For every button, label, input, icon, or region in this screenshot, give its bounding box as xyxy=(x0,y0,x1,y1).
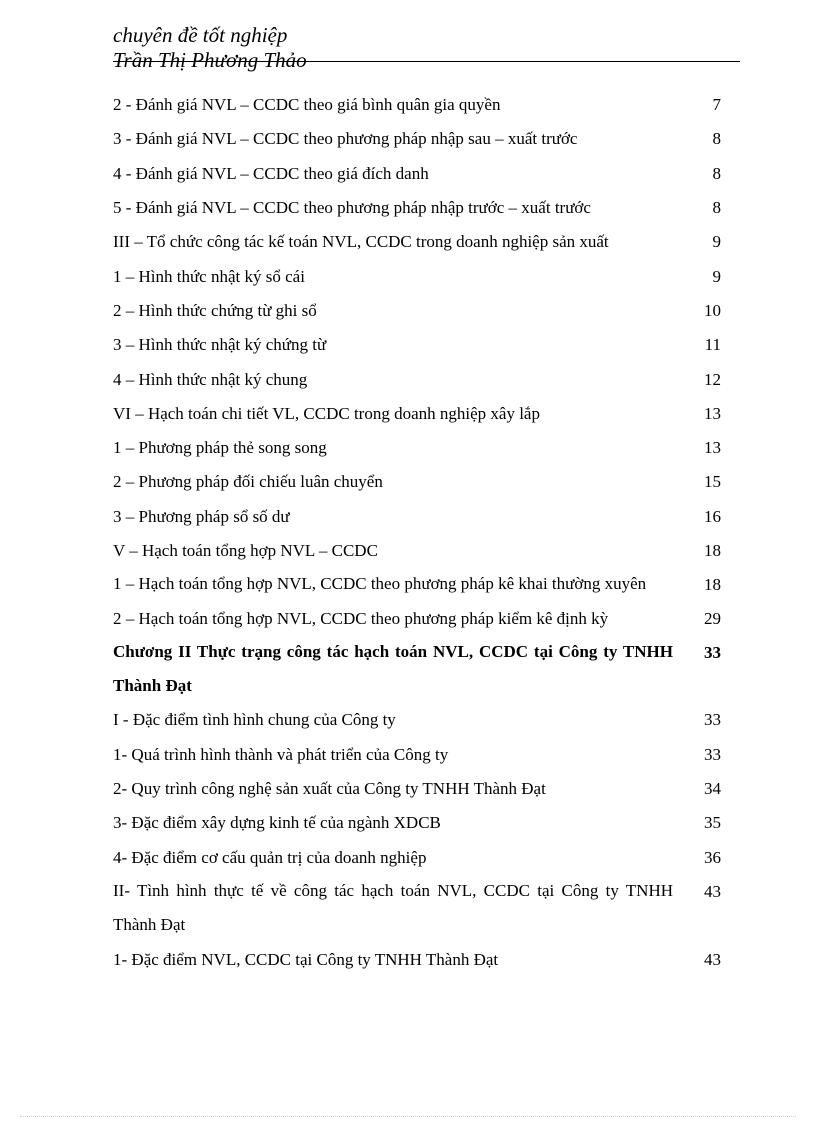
toc-entry-title: 3 - Đánh giá NVL – CCDC theo phương pháp nhập sau – xuất trước xyxy=(113,129,578,149)
toc-entry-title: 3 – Phương pháp sổ số dư xyxy=(113,506,290,526)
toc-entry-title: 1- Đặc điểm NVL, CCDC tại Công ty TNHH Thành Đạt xyxy=(113,949,499,969)
toc-entry-page: 13 xyxy=(704,403,721,423)
page-header xyxy=(113,22,740,72)
toc-entry-page: 43 xyxy=(704,949,721,969)
toc-entry xyxy=(113,568,723,601)
toc-entry-title: 4- Đặc điểm cơ cấu quản trị của doanh nghiệp xyxy=(113,847,427,867)
toc-entry-page: 8 xyxy=(712,129,721,149)
toc-entry xyxy=(113,225,723,259)
toc-entry xyxy=(113,294,723,328)
toc-entry-title: 4 – Hình thức nhật ký chung xyxy=(113,369,308,389)
toc-entry-title: 1 – Phương pháp thẻ song song xyxy=(113,438,327,458)
toc-entry-page: 7 xyxy=(712,95,721,115)
toc-entry xyxy=(113,841,723,875)
page-bottom-border xyxy=(20,1116,796,1117)
toc-entry-page: 35 xyxy=(704,813,721,833)
toc-entry xyxy=(113,601,723,635)
toc-entry-page: 36 xyxy=(704,847,721,867)
toc-entry-title: 1- Quá trình hình thành và phát triển của Công ty xyxy=(113,744,449,764)
toc-entry-title: 1 – Hình thức nhật ký sổ cái xyxy=(113,266,305,286)
toc-entry xyxy=(113,157,723,191)
toc-entry-page: 15 xyxy=(704,472,721,492)
toc-entry-page: 18 xyxy=(704,575,721,595)
toc-entry xyxy=(113,703,723,737)
toc-entry xyxy=(113,328,723,362)
toc-entry-page: 9 xyxy=(712,232,721,252)
toc-entry xyxy=(113,772,723,806)
toc-chapter-entry xyxy=(113,636,723,704)
header-divider xyxy=(113,61,740,62)
toc-entry xyxy=(113,362,723,396)
toc-entry-title: V – Hạch toán tổng hợp NVL – CCDC xyxy=(113,541,378,560)
toc-entry-page: 33 xyxy=(704,710,721,730)
toc-entry xyxy=(113,942,723,976)
toc-entry xyxy=(113,465,723,499)
toc-entry-title: 5 - Đánh giá NVL – CCDC theo phương pháp nhập trước – xuất trước xyxy=(113,198,591,218)
toc-entry-title: 1 – Hạch toán tổng hợp NVL, CCDC theo phương pháp kê khai thường xuyên xyxy=(113,574,647,594)
toc-entry-title: VI – Hạch toán chi tiết VL, CCDC trong doanh nghiệp xây lắp xyxy=(113,403,540,423)
toc-entry xyxy=(113,875,723,943)
toc-entry-page: 33 xyxy=(704,744,721,764)
toc-entry-page: 10 xyxy=(704,300,721,320)
toc-entry xyxy=(113,534,723,568)
toc-entry xyxy=(113,259,723,293)
toc-entry xyxy=(113,500,723,534)
toc-entry-title: 3- Đặc điểm xây dựng kinh tế của ngành XDCB xyxy=(113,813,441,833)
toc-entry xyxy=(113,88,723,122)
document-subtitle: chuyên đề tốt nghiệp xyxy=(113,23,288,47)
toc-entry-page: 8 xyxy=(712,198,721,218)
table-of-contents xyxy=(113,88,723,977)
toc-entry-title: 3 – Hình thức nhật ký chứng từ xyxy=(113,335,327,355)
toc-entry-page: 43 xyxy=(704,881,721,901)
toc-entry xyxy=(113,122,723,156)
toc-entry-title: 2 – Hình thức chứng từ ghi sổ xyxy=(113,300,317,320)
toc-entry-title: III – Tổ chức công tác kế toán NVL, CCDC trong doanh nghiệp sản xuất xyxy=(113,232,609,252)
toc-entry-page: 34 xyxy=(704,779,721,799)
toc-entry-title: 4 - Đánh giá NVL – CCDC theo giá đích danh xyxy=(113,163,429,183)
toc-entry xyxy=(113,806,723,840)
toc-entry-title: 2- Quy trình công nghệ sản xuất của Công ty TNHH Thành Đạt xyxy=(113,779,546,799)
toc-entry xyxy=(113,431,723,465)
toc-entry-page: 13 xyxy=(704,438,721,458)
toc-entry-page: 33 xyxy=(704,642,721,662)
toc-entry-page: 16 xyxy=(704,506,721,526)
toc-entry xyxy=(113,738,723,772)
toc-entry-title: 2 – Hạch toán tổng hợp NVL, CCDC theo phương pháp kiểm kê định kỳ xyxy=(113,608,609,628)
toc-entry-title: Chương II Thực trạng công tác hạch toán NVL, CCDC tại Công ty TNHH Thành Đạt xyxy=(113,641,673,696)
toc-entry-page: 11 xyxy=(704,335,721,355)
toc-entry-page: 12 xyxy=(704,369,721,389)
author-name: Trần Thị Phương Thảo xyxy=(113,48,307,72)
toc-entry xyxy=(113,191,723,225)
toc-entry-page: 29 xyxy=(704,608,721,628)
toc-entry-page: 9 xyxy=(712,266,721,286)
toc-entry-page: 8 xyxy=(712,163,721,183)
toc-entry-page: 18 xyxy=(704,541,721,560)
toc-entry-title: I - Đặc điểm tình hình chung của Công ty xyxy=(113,710,396,730)
toc-entry-title: II- Tình hình thực tế về công tác hạch toán NVL, CCDC tại Công ty TNHH Thành Đạt xyxy=(113,880,673,935)
toc-entry-title: 2 – Phương pháp đối chiếu luân chuyển xyxy=(113,472,383,492)
toc-entry-title: 2 - Đánh giá NVL – CCDC theo giá bình quân gia quyền xyxy=(113,95,501,115)
toc-entry xyxy=(113,397,723,431)
